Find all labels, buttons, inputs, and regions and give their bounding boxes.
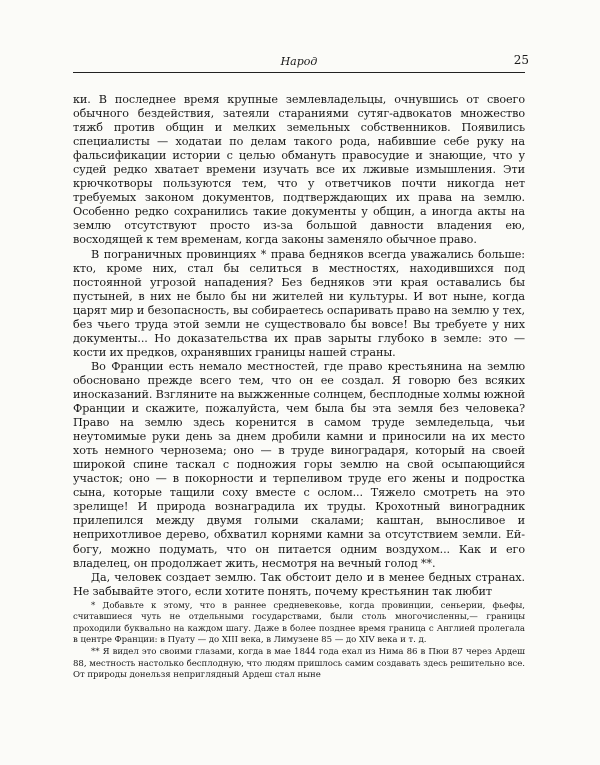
footnotes (73, 601, 525, 682)
footnote: ** Я видел это своими глазами, когда в мае 1844 года ехал из Нима 86 в Пюи 87 через Ардеш 88, местность настолько бесплодную, что людям пришлось самим создавать здесь решительно все. От природы донельзя неприглядный Ардеш стал ныне (73, 647, 525, 681)
paragraph: Да, человек создает землю. Так обстоит дело и в менее бедных странах. Не забывайте этого, если хотите понять, почему крестьянин так любит (73, 570, 525, 598)
running-title: Народ (280, 55, 318, 68)
paragraph: Во Франции есть немало местностей, где право крестьянина на землю обосновано прежде всего тем, что он ее создал. Я говорю без всяких иносказаний. Взгляните на выжженные солнцем, бесплодные холмы южной Франции и скажите, пожалуйста, чем была бы эта земля без человека? Право на землю здесь коренится в самом труде земледельца, чьи неутомимые руки день за днем дробили камни и приносили на их место хоть немного чернозема; оно — в труде виноградаря, который на своей широкой спине таскал с подножия горы землю на свой осыпающийся участок; оно — в покорности и терпеливом труде его жены и подростка сына, которые тащили соху вместе с ослом... Тяжело смотреть на это зрелище! И природа вознаградила их труды. Крохотный виноградник прилепился между двумя голыми скалами; каштан, выносливое и неприхотливое дерево, обхватил корнями камни за отсутствием земли. Ей-богу, можно подумать, что он питается одним воздухом... Как и его владелец, он продолжает жить, несмотря на вечный голод **. (73, 359, 525, 570)
main-text (73, 93, 525, 599)
book-page (73, 52, 529, 682)
paragraph: ки. В последнее время крупные землевладельцы, очнувшись от своего обычного бездействия, затеяли стараниями сутяг-адвокатов множество тяжб против общин и мелких земельных собственников. Появились специалисты — ходатаи по делам такого рода, набившие себе руку на фальсификации истории с целью обмануть правосудие и знающие, что у судей редко хватает времени изучать все их лживые измышления. Эти крючкотворы пользуются тем, что у ответчиков почти никогда нет требуемых законом документов, подтверждающих их права на землю. Особенно редко сохранились такие документы у общин, а иногда акты на землю отсутствуют просто из-за большой давности владения ею, восходящей к тем временам, когда законы заменяло обычное право. (73, 93, 525, 247)
footnote: * Добавьте к этому, что в раннее средневековье, когда провинции, сеньерии, фьефы, считавшиеся чуть не отдельными государствами, были столь многочисленны,— границы проходили буквально на каждом шагу. Даже в более позднее время граница с Англией пролегала в центре Франции: в Пуату — до XIII века, в Лимузене 85 — до XIV века и т. д. (73, 600, 525, 646)
paragraph: В пограничных провинциях * права бедняков всегда уважались больше: кто, кроме них, стал бы селиться в местностях, находившихся под постоянной угрозой нападения? Без бедняков эти края оставались бы пустыней, в них не было бы ни жителей ни культуры. И вот ныне, когда царят мир и безопасность, вы собираетесь оспаривать право на землю у тех, без чьего труда этой земли не существовало бы вовсе! Вы требуете у них документы... Но доказательства их прав зарыты глубоко в земле: это — кости их предков, охранявших границы нашей страны. (73, 247, 525, 359)
page-number: 25 (513, 53, 529, 67)
running-header (73, 52, 529, 73)
